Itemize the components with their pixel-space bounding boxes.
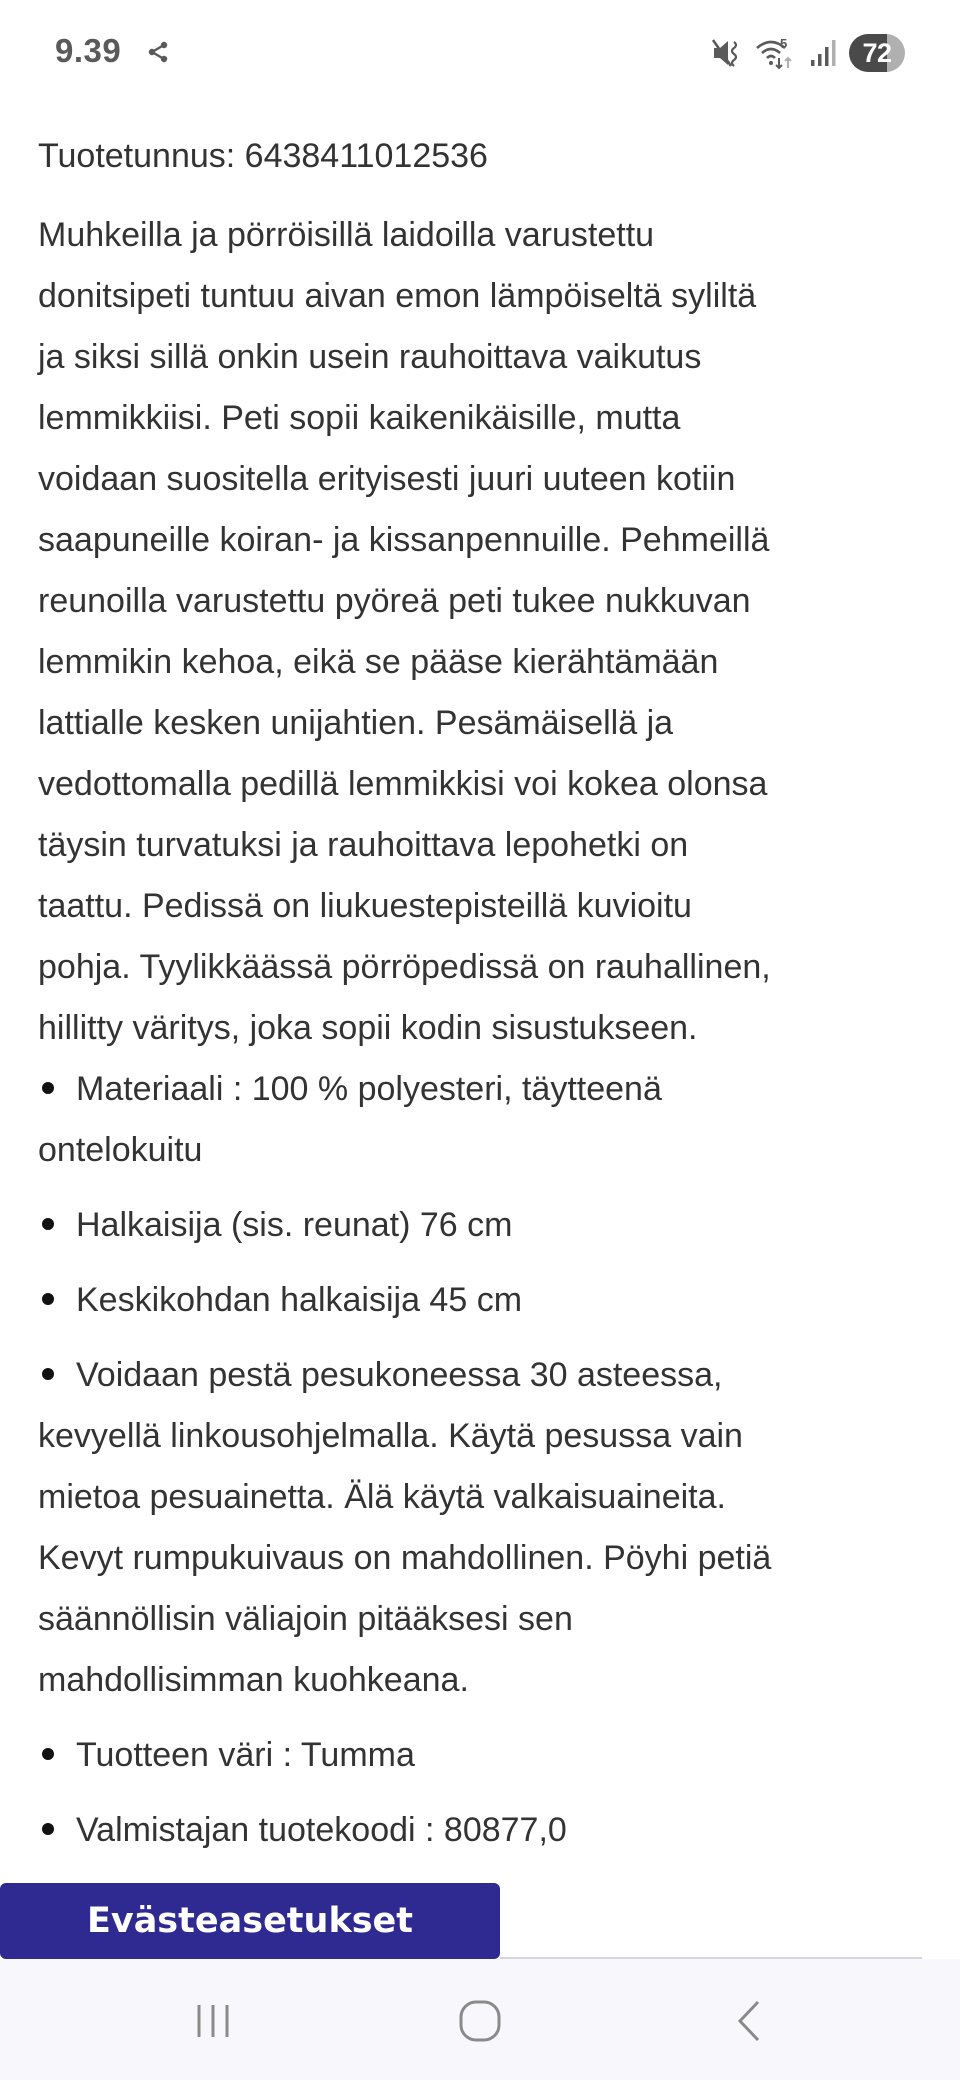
- spec-item-diameter: [38, 1195, 908, 1256]
- spec-text: Valmistajan tuotekoodi : 80877,0: [76, 1811, 567, 1849]
- description-line: lemmikkiisi. Peti sopii kaikenikäisille, mutta: [38, 399, 681, 437]
- mute-icon: [711, 37, 743, 69]
- system-nav-bar: [0, 1959, 960, 2080]
- back-icon: [730, 1998, 770, 2049]
- description-line: vedottomalla pedillä lemmikkisi voi kokea olonsa: [38, 765, 768, 803]
- description-line: pohja. Tyylikkäässä pörröpedissä on rauhallinen,: [38, 948, 771, 986]
- spec-item-color: [38, 1725, 908, 1786]
- spec-text: Tuotteen väri : Tumma: [76, 1736, 415, 1774]
- description-line: taattu. Pedissä on liukuestepisteillä kuvioitu: [38, 887, 692, 925]
- bullet-icon: [42, 1748, 54, 1760]
- status-time: 9.39: [55, 32, 122, 69]
- spec-text: mahdollisimman kuohkeana.: [38, 1661, 469, 1699]
- status-bar: [0, 0, 960, 106]
- spec-text: kevyellä linkousohjelmalla. Käytä pesussa vain: [38, 1417, 743, 1455]
- back-button[interactable]: [720, 1993, 780, 2053]
- spec-item-material: [38, 1059, 908, 1181]
- share-icon: [146, 40, 170, 64]
- cookie-settings-button[interactable]: Evästeasetukset: [0, 1883, 500, 1959]
- bullet-icon: [42, 1293, 54, 1305]
- product-details: [38, 120, 908, 1875]
- description-line: voidaan suositella erityisesti juuri uuteen kotiin: [38, 460, 736, 498]
- description-line: donitsipeti tuntuu aivan emon lämpöiseltä syliltä: [38, 277, 757, 315]
- home-button[interactable]: [450, 1993, 510, 2053]
- status-icons: [711, 30, 905, 76]
- recent-apps-icon: [191, 1999, 235, 2048]
- description-line: hillitty väritys, joka sopii kodin sisustukseen.: [38, 1009, 698, 1047]
- product-description: [38, 205, 908, 1059]
- spec-text: Kevyt rumpukuivaus on mahdollinen. Pöyhi petiä: [38, 1539, 772, 1577]
- spec-text: Halkaisija (sis. reunat) 76 cm: [76, 1206, 513, 1244]
- spec-text: Keskikohdan halkaisija 45 cm: [76, 1281, 523, 1319]
- description-line: lemmikin kehoa, eikä se pääse kierähtämään: [38, 643, 719, 681]
- bullet-icon: [42, 1218, 54, 1230]
- spec-text: säännöllisin väliajoin pitääksesi sen: [38, 1600, 573, 1638]
- svg-text:5: 5: [780, 36, 788, 51]
- spec-text: Voidaan pestä pesukoneessa 30 asteessa,: [76, 1356, 723, 1394]
- spec-item-center-diameter: [38, 1270, 908, 1331]
- bullet-icon: [42, 1368, 54, 1380]
- description-line: reunoilla varustettu pyöreä peti tukee nukkuvan: [38, 582, 751, 620]
- description-line: Muhkeilla ja pörröisillä laidoilla varustettu: [38, 216, 655, 254]
- product-id: Tuotetunnus: 6438411012536: [38, 137, 488, 175]
- spec-text: ontelokuitu: [38, 1131, 203, 1169]
- spec-text: Materiaali : 100 % polyesteri, täytteenä: [76, 1070, 662, 1108]
- bullet-icon: [42, 1823, 54, 1835]
- spec-text: mietoa pesuainetta. Älä käytä valkaisuaineita.: [38, 1478, 726, 1516]
- spec-list: [38, 1059, 908, 1861]
- spec-item-washing: [38, 1345, 908, 1711]
- battery-indicator: 72: [849, 34, 905, 72]
- bullet-icon: [42, 1082, 54, 1094]
- description-line: ja siksi sillä onkin usein rauhoittava vaikutus: [38, 338, 702, 376]
- wifi-icon: [755, 36, 797, 70]
- description-line: täysin turvatuksi ja rauhoittava lepohetki on: [38, 826, 689, 864]
- spec-item-manufacturer-code: [38, 1800, 908, 1861]
- description-line: lattialle kesken unijahtien. Pesämäisellä ja: [38, 704, 674, 742]
- signal-icon: [809, 38, 837, 68]
- description-line: saapuneille koiran- ja kissanpennuille. Pehmeillä: [38, 521, 770, 559]
- home-icon: [457, 1998, 503, 2049]
- recent-apps-button[interactable]: [183, 1993, 243, 2053]
